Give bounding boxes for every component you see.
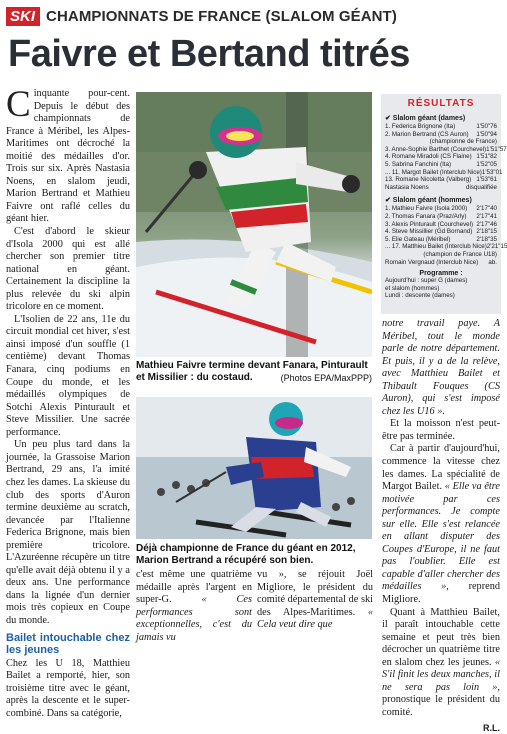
result-name: 4. Romane Miradoli (CS Flaine) xyxy=(385,153,472,161)
photo-marion-bertrand xyxy=(136,397,372,539)
result-time: 1'51"57 xyxy=(486,146,507,154)
result-name: 2. Thomas Fanara (Praz/Arly) xyxy=(385,213,466,221)
article-column-2 xyxy=(136,569,252,644)
programme-item: Aujourd'hui : super G (dames) xyxy=(381,277,501,285)
result-time: 1'53"01 xyxy=(482,169,503,177)
result-name: 5. Sabrina Fanchini (Ita) xyxy=(385,161,451,169)
author-signature: R.L. xyxy=(382,722,500,734)
result-time: 2'21"15 xyxy=(487,243,507,251)
result-time: 2'17"46 xyxy=(476,221,497,229)
result-time: disqualifiée xyxy=(466,184,497,192)
result-name: 3. Alexis Pinturault (Courchevel) xyxy=(385,221,473,229)
programme-item: et slalom (hommes) xyxy=(381,285,501,293)
result-row xyxy=(381,131,501,139)
result-name: 3. Anne-Sophie Barthet (Courchevel) xyxy=(385,146,486,154)
results-dames-heading: ✔ Slalom géant (dames) xyxy=(381,113,501,123)
programme-item: Lundi : descente (dames) xyxy=(381,292,501,300)
result-time: (championne de France) xyxy=(430,138,497,146)
result-name: 1. Federica Brignone (Ita) xyxy=(385,123,455,131)
skier-illustration xyxy=(136,397,372,539)
result-row xyxy=(381,153,501,161)
result-row xyxy=(381,138,501,146)
result-time: 1'50"76 xyxy=(476,123,497,131)
paragraph: notre travail paye. A Méribel, tout le monde parle de notre département. Et puis, il y a de la relève, avec Matthieu Bailet et Thibault Fouques (CS Auron), qui s'est imposé chez les U16 ». xyxy=(382,318,500,418)
programme-list xyxy=(381,277,501,300)
result-row xyxy=(381,146,501,154)
result-time: ab. xyxy=(488,259,497,267)
result-row xyxy=(381,169,501,177)
paragraph: c'est même une quatrième médaille après l'argent en super-G. « Ces performances sont exceptionnelles, c'est du jamais vu xyxy=(136,569,252,644)
article-column-4 xyxy=(382,318,500,734)
photo-credit: (Photos EPA/MaxPPP) xyxy=(281,372,372,384)
headline: Faivre et Bertand titrés xyxy=(8,30,503,78)
result-row xyxy=(381,184,501,192)
article-column-3 xyxy=(257,569,373,632)
results-hommes-list xyxy=(381,205,501,266)
results-hommes-heading: ✔ Slalom géant (hommes) xyxy=(381,195,501,205)
result-row xyxy=(381,259,501,267)
paragraph: Car à partir d'aujourd'hui, commence la vitesse chez les dames. La spécialité de Margot Bailet. « Elle va être motivée par ces performances. Je compte sur elle. Elle s'est relancée en allant disputer des Coupes d'Europe, il ne faut pas l'oublier. Elle est capable d'aller chercher des médailles », reprend Migliore. xyxy=(382,443,500,606)
result-row xyxy=(381,123,501,131)
results-box xyxy=(381,94,501,314)
result-time: 2'18"35 xyxy=(476,236,497,244)
photo-caption-2: Déjà championne de France du géant en 2012, Marion Bertrand a récupéré son bien. xyxy=(136,543,372,567)
lead-paragraph: Cinquante pour-cent. Depuis le début des championnats de France à Méribel, les Alpes-Maritimes ont décroché la moitié des médailles d'or. Trois sur six. Après Nastasia Noens, en slalom jeudi, Marion Bertrand et Mathieu Faivre ont raflé celles du géant hier. xyxy=(6,88,130,226)
result-row xyxy=(381,205,501,213)
result-time: 1'50"94 xyxy=(476,131,497,139)
result-name: 13. Romane Nicoletta (Valberg) xyxy=(385,176,471,184)
result-row xyxy=(381,221,501,229)
paragraph: C'est d'abord le skieur d'Isola 2000 qui est allé chercher son premier titre national en géant. Certainement la discipline la plus relevée du ski alpin tricolore en ce moment. xyxy=(6,226,130,314)
article-kicker xyxy=(6,4,397,28)
result-name: 1. Mathieu Faivre (Isola 2000) xyxy=(385,205,467,213)
result-name: ... 11. Margot Bailet (Interclub Nice) xyxy=(385,169,482,177)
section-badge: SKI xyxy=(6,7,40,26)
result-time: 2'18"15 xyxy=(476,228,497,236)
result-row xyxy=(381,228,501,236)
paragraph: Chez les U 18, Matthieu Bailet a remporté, hier, son troisième titre avec le géant, après la descente et le super-combiné. Dans sa catégorie, xyxy=(6,658,130,721)
result-time: 1'53"61 xyxy=(476,176,497,184)
photo-caption-1: Mathieu Faivre termine devant Fanara, Pinturault et Missilier : du costaud. (Photos EPA/MaxPPP) xyxy=(136,360,372,384)
paragraph: Et la moisson n'est peut-être pas terminée. xyxy=(382,418,500,443)
result-row xyxy=(381,176,501,184)
result-name: Nastasia Noens xyxy=(385,184,429,192)
paragraph: L'Isolien de 22 ans, 11e du circuit mondial cet hiver, s'est ainsi imposé d'un souffle (1 centième) devant Thomas Fanara, cinq podiums en Coupe du monde, et les médaillés olympiques de Sotchi Alexis Pinturault et Steve Missilier. Une sacrée performance. xyxy=(6,314,130,439)
results-dames-list xyxy=(381,123,501,191)
paragraph: vu », se réjouit Joël Migliore, le président du comité départemental de ski des Alpes-Maritimes. « Cela veut dire que xyxy=(257,569,373,632)
result-time: 1'51"82 xyxy=(476,153,497,161)
result-row xyxy=(381,161,501,169)
skier-illustration xyxy=(136,92,372,357)
result-time: 2'17"40 xyxy=(476,205,497,213)
result-time: 2'17"41 xyxy=(476,213,497,221)
paragraph: Un peu plus tard dans la journée, la Grassoise Marion Bertrand, 29 ans, l'a imité chez les dames. La skieuse du club des sports d'Auron termine deuxième au scratch, devancée par l'Italienne Federica Brignone, mais bien première tricolore. L'Azuréenne récupère un titre qu'elle avait déjà obtenu il y a deux ans. Une performance dans la lignée d'un dernier mois très copieux en Coupe du monde. xyxy=(6,439,130,627)
result-row xyxy=(381,251,501,259)
result-name: 4. Steve Missillier (Gd Bornand) xyxy=(385,228,472,236)
kicker-text: CHAMPIONNATS DE FRANCE (SLALOM GÉANT) xyxy=(46,8,397,25)
result-row xyxy=(381,213,501,221)
photo-mathieu-faivre xyxy=(136,92,372,357)
result-name: 5. Elie Gateau (Méribel) xyxy=(385,236,450,244)
paragraph: Quant à Matthieu Bailet, il paraît intouchable cette semaine et peut très bien décrocher un quatrième titre en slalom chez les jeunes. « S'il finit les deux manches, il ne sera pas loin », pronostique le président du comité. xyxy=(382,607,500,720)
programme-heading: Programme : xyxy=(381,270,501,277)
result-name: 2. Marion Bertrand (CS Auron) xyxy=(385,131,469,139)
result-name: Romain Vergnaud (Interclub Nice) xyxy=(385,259,478,267)
subheading: Bailet intouchable chez les jeunes xyxy=(6,632,130,656)
result-row xyxy=(381,236,501,244)
results-title: RÉSULTATS xyxy=(381,94,501,113)
result-time: 1'52"05 xyxy=(476,161,497,169)
drop-cap: C xyxy=(6,90,31,120)
result-row xyxy=(381,243,501,251)
article-column-1 xyxy=(6,88,130,720)
result-time: (champion de France U18) xyxy=(423,251,497,259)
result-name: ... 17. Matthieu Bailet (Interclub Nice) xyxy=(385,243,487,251)
